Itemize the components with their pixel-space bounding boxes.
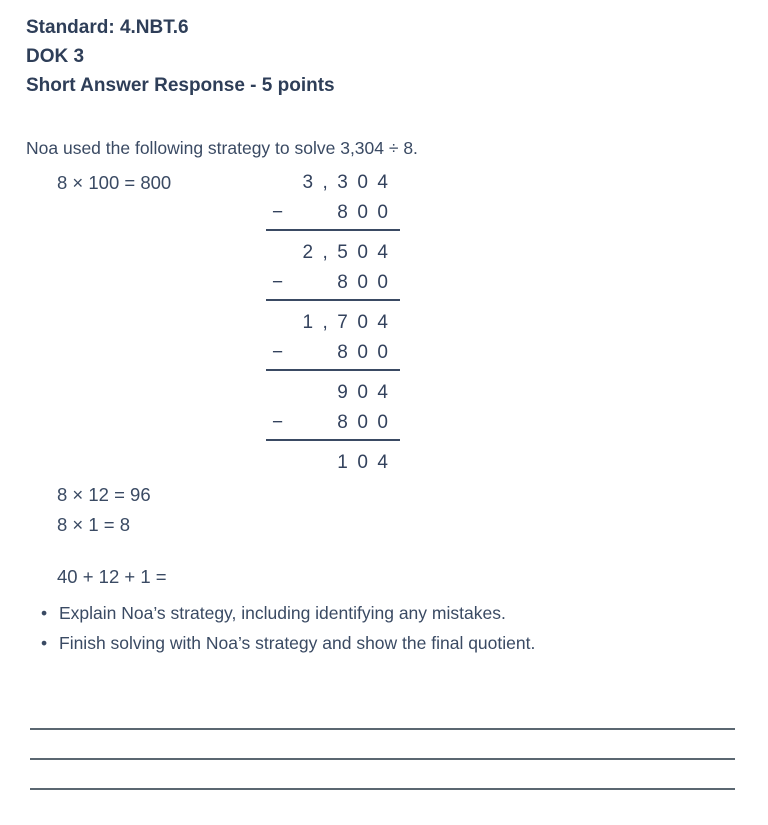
- bullet-icon: •: [41, 603, 48, 623]
- subtraction-step: [266, 168, 400, 231]
- prompt-text: Noa used the following strategy to solve 3,304 ÷ 8.: [26, 138, 418, 158]
- minus-sign: −: [272, 272, 284, 293]
- subtrahend-row: [266, 338, 400, 368]
- minuend-row: [266, 238, 400, 268]
- subtrahend-row: [266, 268, 400, 298]
- multiplication-step-1: 8 × 100 = 800: [57, 172, 172, 193]
- minuend-row: [266, 168, 400, 198]
- multiplication-step-2: 8 × 12 = 96: [57, 484, 151, 505]
- multiplication-step-3: 8 × 1 = 8: [57, 514, 131, 535]
- subtraction-step: [266, 378, 400, 441]
- answer-area: [30, 728, 735, 818]
- answer-line: [30, 788, 735, 790]
- subtrahend-value: 800: [337, 202, 398, 223]
- task-list: [26, 598, 535, 658]
- minuend-row: [266, 378, 400, 408]
- task-item: [26, 598, 535, 628]
- question-header: [26, 13, 335, 100]
- minuend-value: 3,304: [302, 172, 398, 193]
- task-text: Explain Noa’s strategy, including identifying any mistakes.: [59, 603, 506, 623]
- standard-label: Standard: 4.NBT.6: [26, 17, 189, 38]
- dok-label: DOK 3: [26, 46, 85, 67]
- subtraction-step: [266, 308, 400, 371]
- subtraction-step: [266, 238, 400, 301]
- subtrahend-value: 800: [337, 412, 398, 433]
- remainder-value: 104: [337, 452, 398, 473]
- minus-sign: −: [272, 412, 284, 433]
- answer-line: [30, 758, 735, 760]
- subtrahend-value: 800: [337, 342, 398, 363]
- question-type-label: Short Answer Response - 5 points: [26, 75, 335, 96]
- minuend-value: 1,704: [302, 312, 398, 333]
- remainder-row: [266, 448, 400, 478]
- bullet-icon: •: [41, 633, 48, 653]
- subtrahend-value: 800: [337, 272, 398, 293]
- subtrahend-row: [266, 198, 400, 228]
- answer-line: [30, 728, 735, 730]
- minuend-row: [266, 308, 400, 338]
- minus-sign: −: [272, 202, 284, 223]
- task-item: [26, 628, 535, 658]
- subtrahend-row: [266, 408, 400, 438]
- task-text: Finish solving with Noa’s strategy and show the final quotient.: [59, 633, 536, 653]
- minus-sign: −: [272, 342, 284, 363]
- minuend-value: 904: [337, 382, 398, 403]
- minuend-value: 2,504: [302, 242, 398, 263]
- sum-expression: 40 + 12 + 1 =: [57, 566, 167, 587]
- subtraction-work: [266, 168, 400, 478]
